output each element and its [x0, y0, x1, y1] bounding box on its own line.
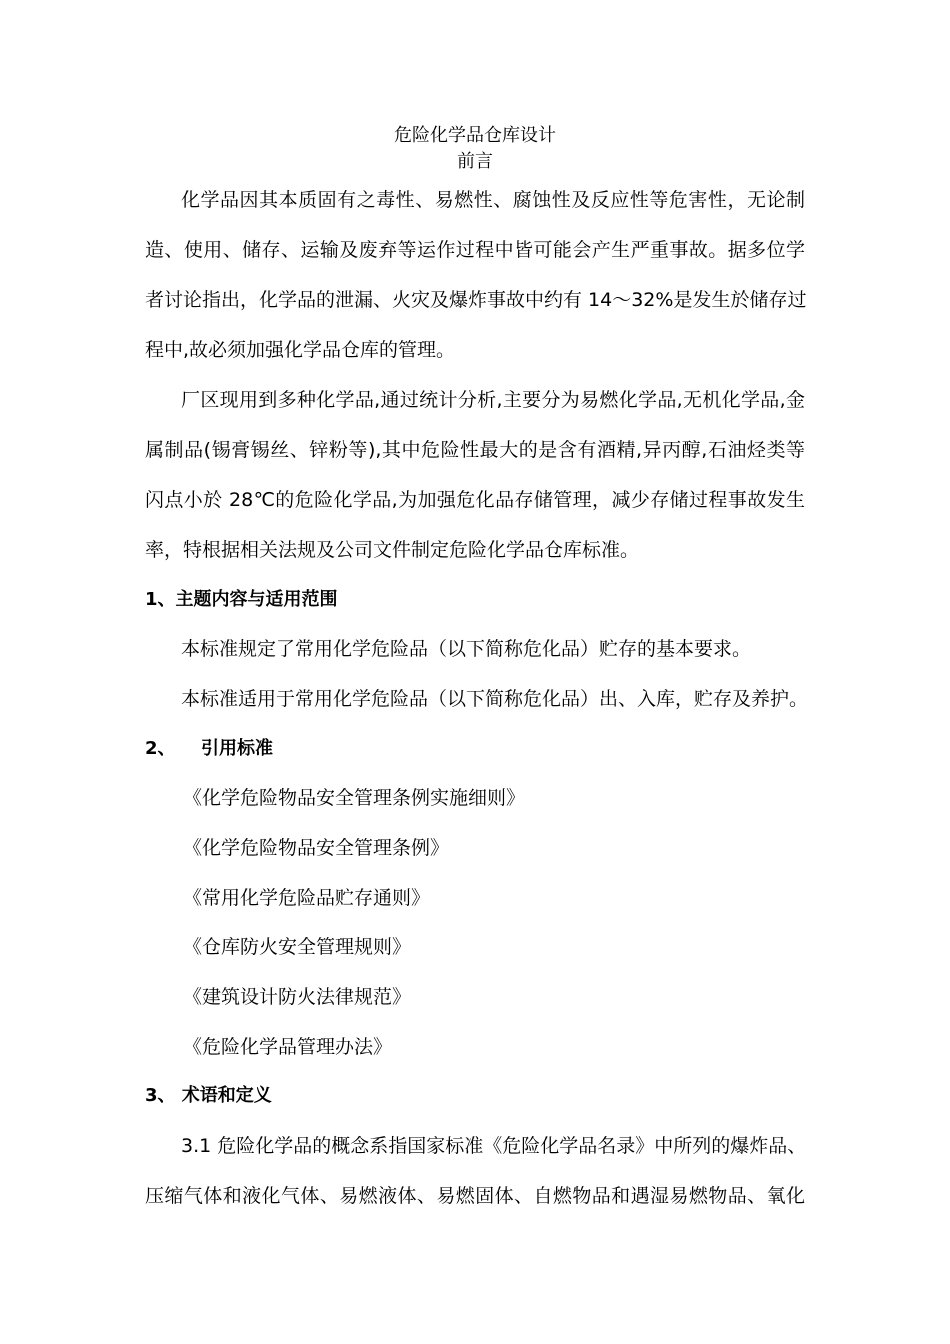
section-number: 2、 — [145, 738, 176, 759]
section-heading: 引用标准 — [201, 738, 273, 759]
preface-heading: 前言 — [457, 151, 493, 172]
paragraph-line: 本标准适用于常用化学危险品（以下简称危化品）出、入库，贮存及养护。 — [181, 688, 809, 710]
reference-item: 《化学危险物品安全管理条例》 — [183, 837, 450, 859]
paragraph-line: 率，特根据相关法规及公司文件制定危险化学品仓库标准。 — [145, 539, 640, 561]
paragraph-line: 造、使用、储存、运输及废弃等运作过程中皆可能会产生严重事故。据多位学 — [145, 239, 805, 261]
paragraph-line: 者讨论指出，化学品的泄漏、火灾及爆炸事故中约有 14～32%是发生於储存过 — [145, 289, 807, 311]
paragraph-line: 压缩气体和液化气体、易燃液体、易燃固体、自燃物品和遇湿易燃物品、氧化 — [145, 1185, 805, 1207]
paragraph-line: 属制品(锡膏锡丝、锌粉等),其中危险性最大的是含有酒精,异丙醇,石油烃类等 — [145, 439, 805, 461]
reference-item: 《危险化学品管理办法》 — [183, 1036, 393, 1058]
paragraph-line: 闪点小於 28℃的危险化学品,为加强危化品存储管理，减少存储过程事故发生 — [145, 489, 805, 511]
paragraph-line: 程中,故必须加强化学品仓库的管理。 — [145, 339, 456, 361]
reference-item: 《常用化学危险品贮存通则》 — [183, 887, 431, 909]
section-heading: 3、 术语和定义 — [145, 1085, 272, 1106]
paragraph-line: 化学品因其本质固有之毒性、易燃性、腐蚀性及反应性等危害性，无论制 — [181, 189, 805, 211]
section-heading: 1、主题内容与适用范围 — [145, 589, 338, 610]
paragraph-line: 3.1 危险化学品的概念系指国家标准《危险化学品名录》中所列的爆炸品、 — [181, 1135, 807, 1157]
reference-item: 《化学危险物品安全管理条例实施细则》 — [183, 787, 526, 809]
reference-item: 《仓库防火安全管理规则》 — [183, 936, 412, 958]
paragraph-line: 厂区现用到多种化学品,通过统计分析,主要分为易燃化学品,无机化学品,金 — [181, 389, 805, 411]
paragraph-line: 本标准规定了常用化学危险品（以下简称危化品）贮存的基本要求。 — [181, 638, 752, 660]
reference-item: 《建筑设计防火法律规范》 — [183, 986, 412, 1008]
document-title: 危险化学品仓库设计 — [394, 125, 556, 146]
